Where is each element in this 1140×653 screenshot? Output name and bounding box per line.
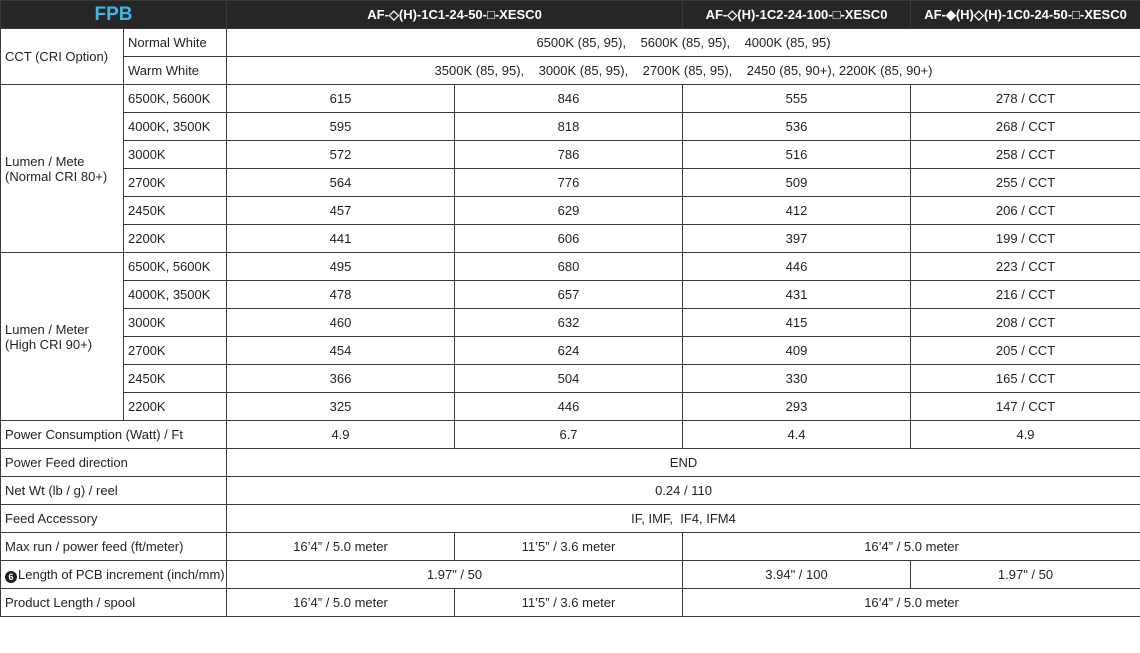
cct-cell: 2450K (124, 197, 227, 225)
table-row (1, 169, 1140, 197)
value-cell: 786 (455, 141, 683, 169)
table-row (1, 393, 1140, 421)
table-row (1, 141, 1140, 169)
table-row (1, 337, 1140, 365)
value-cell: 325 (227, 393, 455, 421)
table-row (1, 197, 1140, 225)
value-cell: 632 (455, 309, 683, 337)
value-cell: 415 (683, 309, 911, 337)
value-cell: 457 (227, 197, 455, 225)
cct-cell: 3000K (124, 141, 227, 169)
model-header-2: AF-◇(H)-1C2-24-100-□-XESC0 (683, 1, 911, 29)
cct-cell: 4000K, 3500K (124, 113, 227, 141)
value-cell: 595 (227, 113, 455, 141)
normal-white-label: Normal White (124, 29, 227, 57)
net-wt-value: 0.24 / 110 (227, 477, 1140, 505)
value-cell: 1.97" / 50 (911, 561, 1140, 589)
value-cell: 409 (683, 337, 911, 365)
cct-label: CCT (CRI Option) (1, 29, 124, 85)
cct-warm-row (1, 57, 1140, 85)
brand-label: FPB (1, 1, 227, 29)
table-row (1, 309, 1140, 337)
value-cell: 16’4” / 5.0 meter (683, 589, 1140, 617)
lumen-normal-label-line2: (Normal CRI 80+) (5, 168, 108, 184)
value-cell: 16’4” / 5.0 meter (227, 589, 455, 617)
table-row (1, 225, 1140, 253)
normal-white-value: 6500K (85, 95), 5600K (85, 95), 4000K (85, 95) (227, 29, 1140, 57)
value-cell: 818 (455, 113, 683, 141)
product-length-row (1, 589, 1140, 617)
value-cell: 509 (683, 169, 911, 197)
feed-accessory-label: Feed Accessory (1, 505, 227, 533)
value-cell: 454 (227, 337, 455, 365)
value-cell: 397 (683, 225, 911, 253)
cct-cell: 2700K (124, 337, 227, 365)
value-cell: 680 (455, 253, 683, 281)
value-cell: 615 (227, 85, 455, 113)
lumen-high-label (1, 253, 124, 421)
warm-white-value: 3500K (85, 95), 3000K (85, 95), 2700K (85, 95), 2450 (85, 90+), 2200K (85, 90+) (227, 57, 1140, 85)
value-cell: 366 (227, 365, 455, 393)
value-cell: 564 (227, 169, 455, 197)
model-header-3: AF-◆(H)◇(H)-1C0-24-50-□-XESC0 (911, 1, 1140, 29)
product-length-label: Product Length / spool (1, 589, 227, 617)
value-cell: 16’4” / 5.0 meter (683, 533, 1140, 561)
value-cell: 431 (683, 281, 911, 309)
net-wt-row (1, 477, 1140, 505)
value-cell: 147 / CCT (911, 393, 1140, 421)
value-cell: 572 (227, 141, 455, 169)
value-cell: 1.97" / 50 (227, 561, 683, 589)
cct-cell: 2200K (124, 225, 227, 253)
value-cell: 4.9 (911, 421, 1140, 449)
cct-cell: 6500K, 5600K (124, 85, 227, 113)
value-cell: 446 (455, 393, 683, 421)
value-cell: 255 / CCT (911, 169, 1140, 197)
value-cell: 199 / CCT (911, 225, 1140, 253)
value-cell: 278 / CCT (911, 85, 1140, 113)
max-run-label: Max run / power feed (ft/meter) (1, 533, 227, 561)
note-number-badge: 6 (5, 571, 17, 583)
value-cell: 446 (683, 253, 911, 281)
pcb-label-cell (1, 561, 227, 589)
table-row (1, 253, 1140, 281)
value-cell: 776 (455, 169, 683, 197)
value-cell: 4.9 (227, 421, 455, 449)
cct-normal-row (1, 29, 1140, 57)
value-cell: 3.94" / 100 (683, 561, 911, 589)
value-cell: 205 / CCT (911, 337, 1140, 365)
value-cell: 206 / CCT (911, 197, 1140, 225)
max-run-row (1, 533, 1140, 561)
value-cell: 16’4” / 5.0 meter (227, 533, 455, 561)
value-cell: 624 (455, 337, 683, 365)
cct-cell: 3000K (124, 309, 227, 337)
value-cell: 208 / CCT (911, 309, 1140, 337)
value-cell: 268 / CCT (911, 113, 1140, 141)
value-cell: 504 (455, 365, 683, 393)
value-cell: 460 (227, 309, 455, 337)
value-cell: 516 (683, 141, 911, 169)
table-row (1, 281, 1140, 309)
pcb-row (1, 561, 1140, 589)
value-cell: 657 (455, 281, 683, 309)
cct-cell: 6500K, 5600K (124, 253, 227, 281)
model-header-1: AF-◇(H)-1C1-24-50-□-XESC0 (227, 1, 683, 29)
power-row (1, 421, 1140, 449)
power-label: Power Consumption (Watt) / Ft (1, 421, 227, 449)
value-cell: 495 (227, 253, 455, 281)
value-cell: 216 / CCT (911, 281, 1140, 309)
lumen-normal-label-line1: Lumen / Mete (5, 153, 85, 169)
value-cell: 11’5” / 3.6 meter (455, 533, 683, 561)
table-row (1, 113, 1140, 141)
value-cell: 4.4 (683, 421, 911, 449)
value-cell: 223 / CCT (911, 253, 1140, 281)
feed-direction-label: Power Feed direction (1, 449, 227, 477)
table-row (1, 365, 1140, 393)
value-cell: 293 (683, 393, 911, 421)
lumen-normal-label (1, 85, 124, 253)
value-cell: 606 (455, 225, 683, 253)
feed-accessory-row (1, 505, 1140, 533)
value-cell: 258 / CCT (911, 141, 1140, 169)
lumen-high-label-line1: Lumen / Meter (5, 321, 89, 337)
pcb-label: Length of PCB increment (inch/mm) (18, 566, 225, 582)
value-cell: 478 (227, 281, 455, 309)
feed-accessory-value: IF, IMF, IF4, IFM4 (227, 505, 1140, 533)
value-cell: 846 (455, 85, 683, 113)
value-cell: 165 / CCT (911, 365, 1140, 393)
value-cell: 412 (683, 197, 911, 225)
feed-direction-row (1, 449, 1140, 477)
lumen-high-label-line2: (High CRI 90+) (5, 336, 93, 352)
value-cell: 11’5” / 3.6 meter (455, 589, 683, 617)
feed-direction-value: END (227, 449, 1140, 477)
value-cell: 536 (683, 113, 911, 141)
cct-cell: 4000K, 3500K (124, 281, 227, 309)
value-cell: 555 (683, 85, 911, 113)
net-wt-label: Net Wt (lb / g) / reel (1, 477, 227, 505)
warm-white-label: Warm White (124, 57, 227, 85)
value-cell: 330 (683, 365, 911, 393)
cct-cell: 2700K (124, 169, 227, 197)
value-cell: 6.7 (455, 421, 683, 449)
value-cell: 441 (227, 225, 455, 253)
cct-cell: 2200K (124, 393, 227, 421)
table-row (1, 85, 1140, 113)
cct-cell: 2450K (124, 365, 227, 393)
header-row (1, 1, 1140, 29)
value-cell: 629 (455, 197, 683, 225)
